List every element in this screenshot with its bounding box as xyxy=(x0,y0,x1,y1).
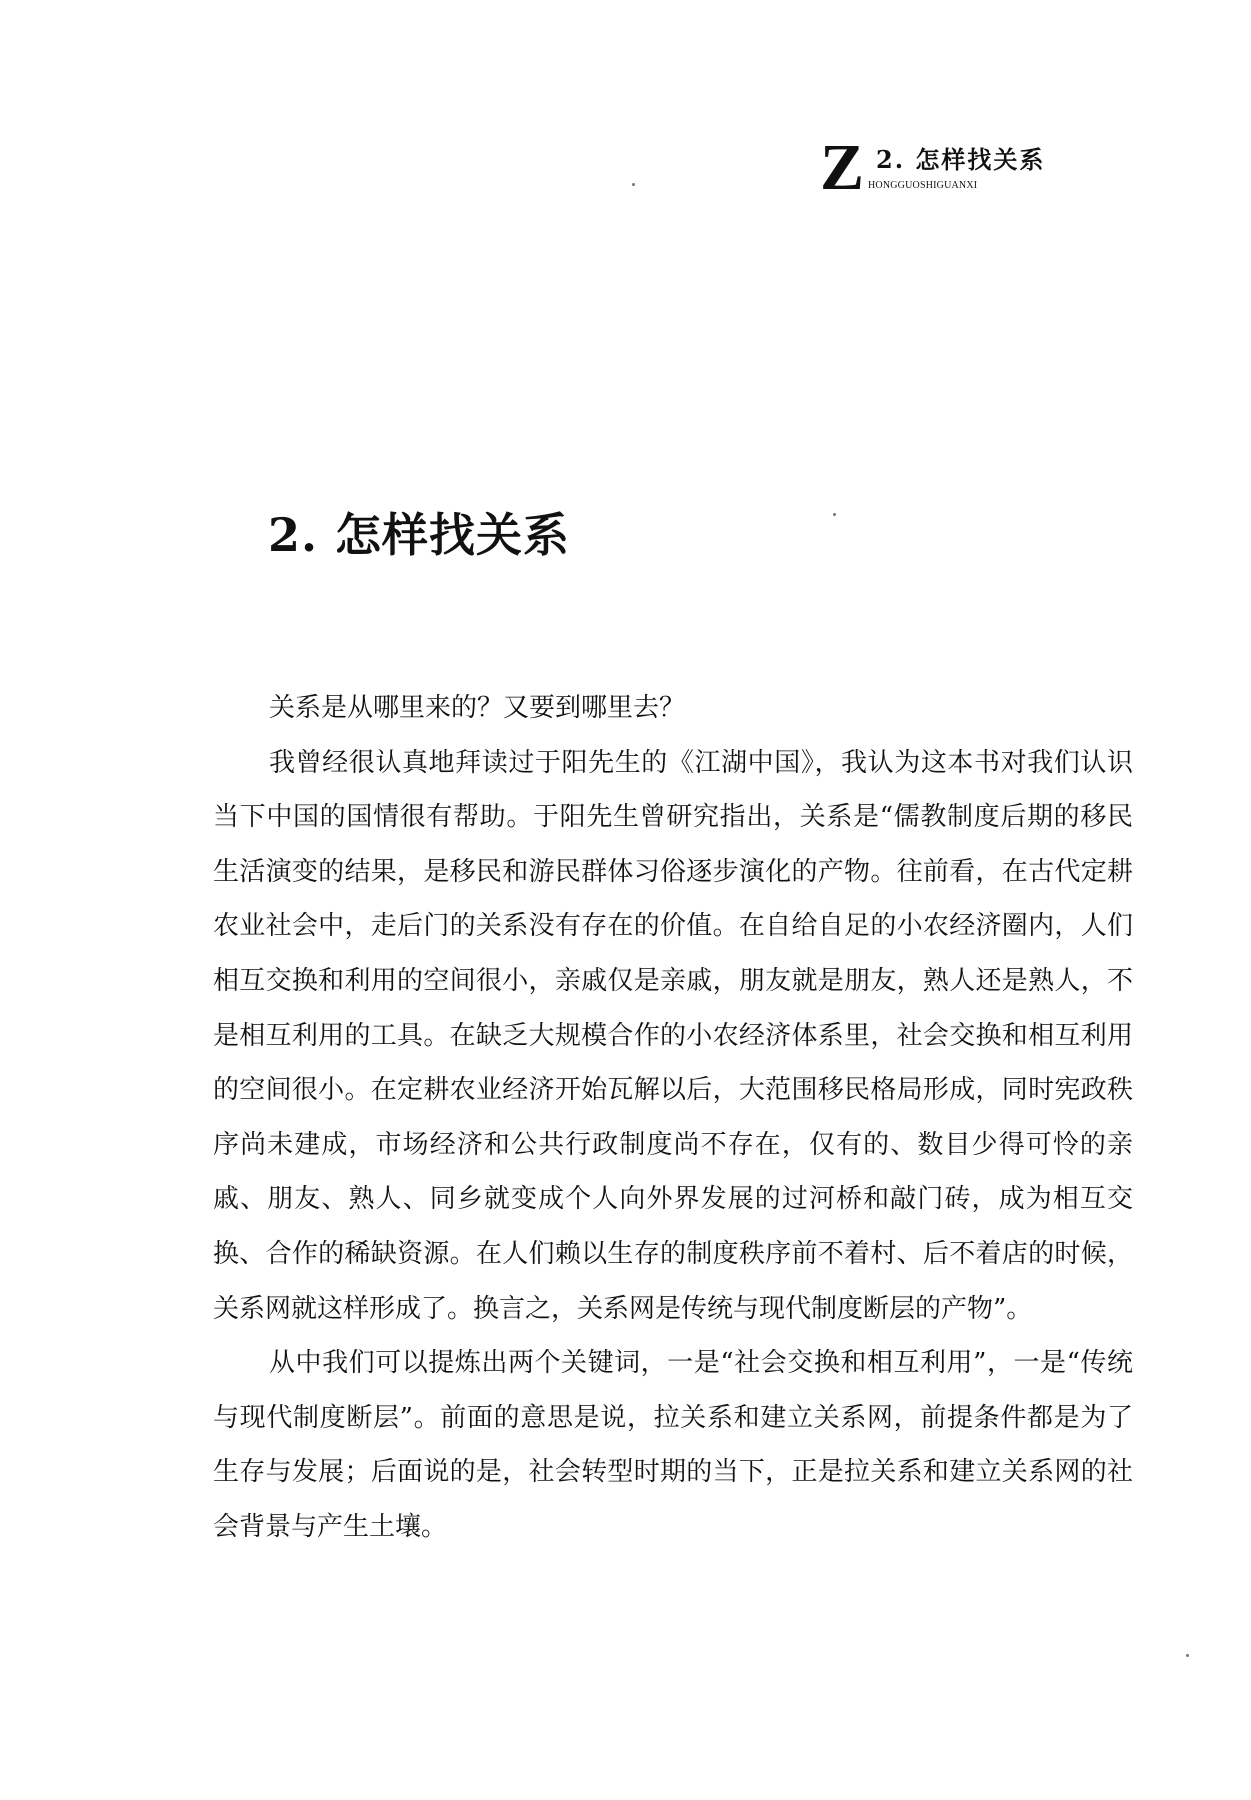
running-header-subtitle: HONGGUOSHIGUANXI xyxy=(868,180,978,191)
chapter-title: 2. 怎样找关系 xyxy=(268,508,571,562)
paragraph-3: 从中我们可以提炼出两个关键词，一是“社会交换和相互利用”，一是“传统与现代制度断层”。前面的意思是说，拉关系和建立关系网，前提条件都是为了生存与发展；后面说的是，社会转型时期的当下，正是拉关系和建立关系网的社会背景与产生土壤。 xyxy=(213,1348,1133,1542)
body-text xyxy=(213,681,1133,1555)
paragraph-2: 我曾经很认真地拜读过于阳先生的《江湖中国》，我认为这本书对我们认识当下中国的国情很有帮助。于阳先生曾研究指出，关系是“儒教制度后期的移民生活演变的结果，是移民和游民群体习俗逐步演化的产物。往前看，在古代定耕农业社会中，走后门的关系没有存在的价值。在自给自足的小农经济圈内，人们相互交换和利用的空间很小，亲戚仅是亲戚，朋友就是朋友，熟人还是熟人，不是相互利用的工具。在缺乏大规模合作的小农经济体系里，社会交换和相互利用的空间很小。在定耕农业经济开始瓦解以后，大范围移民格局形成，同时宪政秩序尚未建成，市场经济和公共行政制度尚不存在，仅有的、数目少得可怜的亲戚、朋友、熟人、同乡就变成个人向外界发展的过河桥和敲门砖，成为相互交换、合作的稀缺资源。在人们赖以生存的制度秩序前不着村、后不着店的时候，关系网就这样形成了。换言之，关系网是传统与现代制度断层的产物”。 xyxy=(213,747,1133,1324)
running-header-title: 2. 怎样找关系 xyxy=(876,145,1046,174)
scan-speck xyxy=(833,513,836,516)
scan-speck xyxy=(632,183,635,186)
paragraph-1: 关系是从哪里来的？又要到哪里去？ xyxy=(269,693,686,723)
running-header xyxy=(820,131,1080,204)
header-initial-letter: Z xyxy=(820,131,865,204)
scan-speck xyxy=(1186,1654,1189,1657)
